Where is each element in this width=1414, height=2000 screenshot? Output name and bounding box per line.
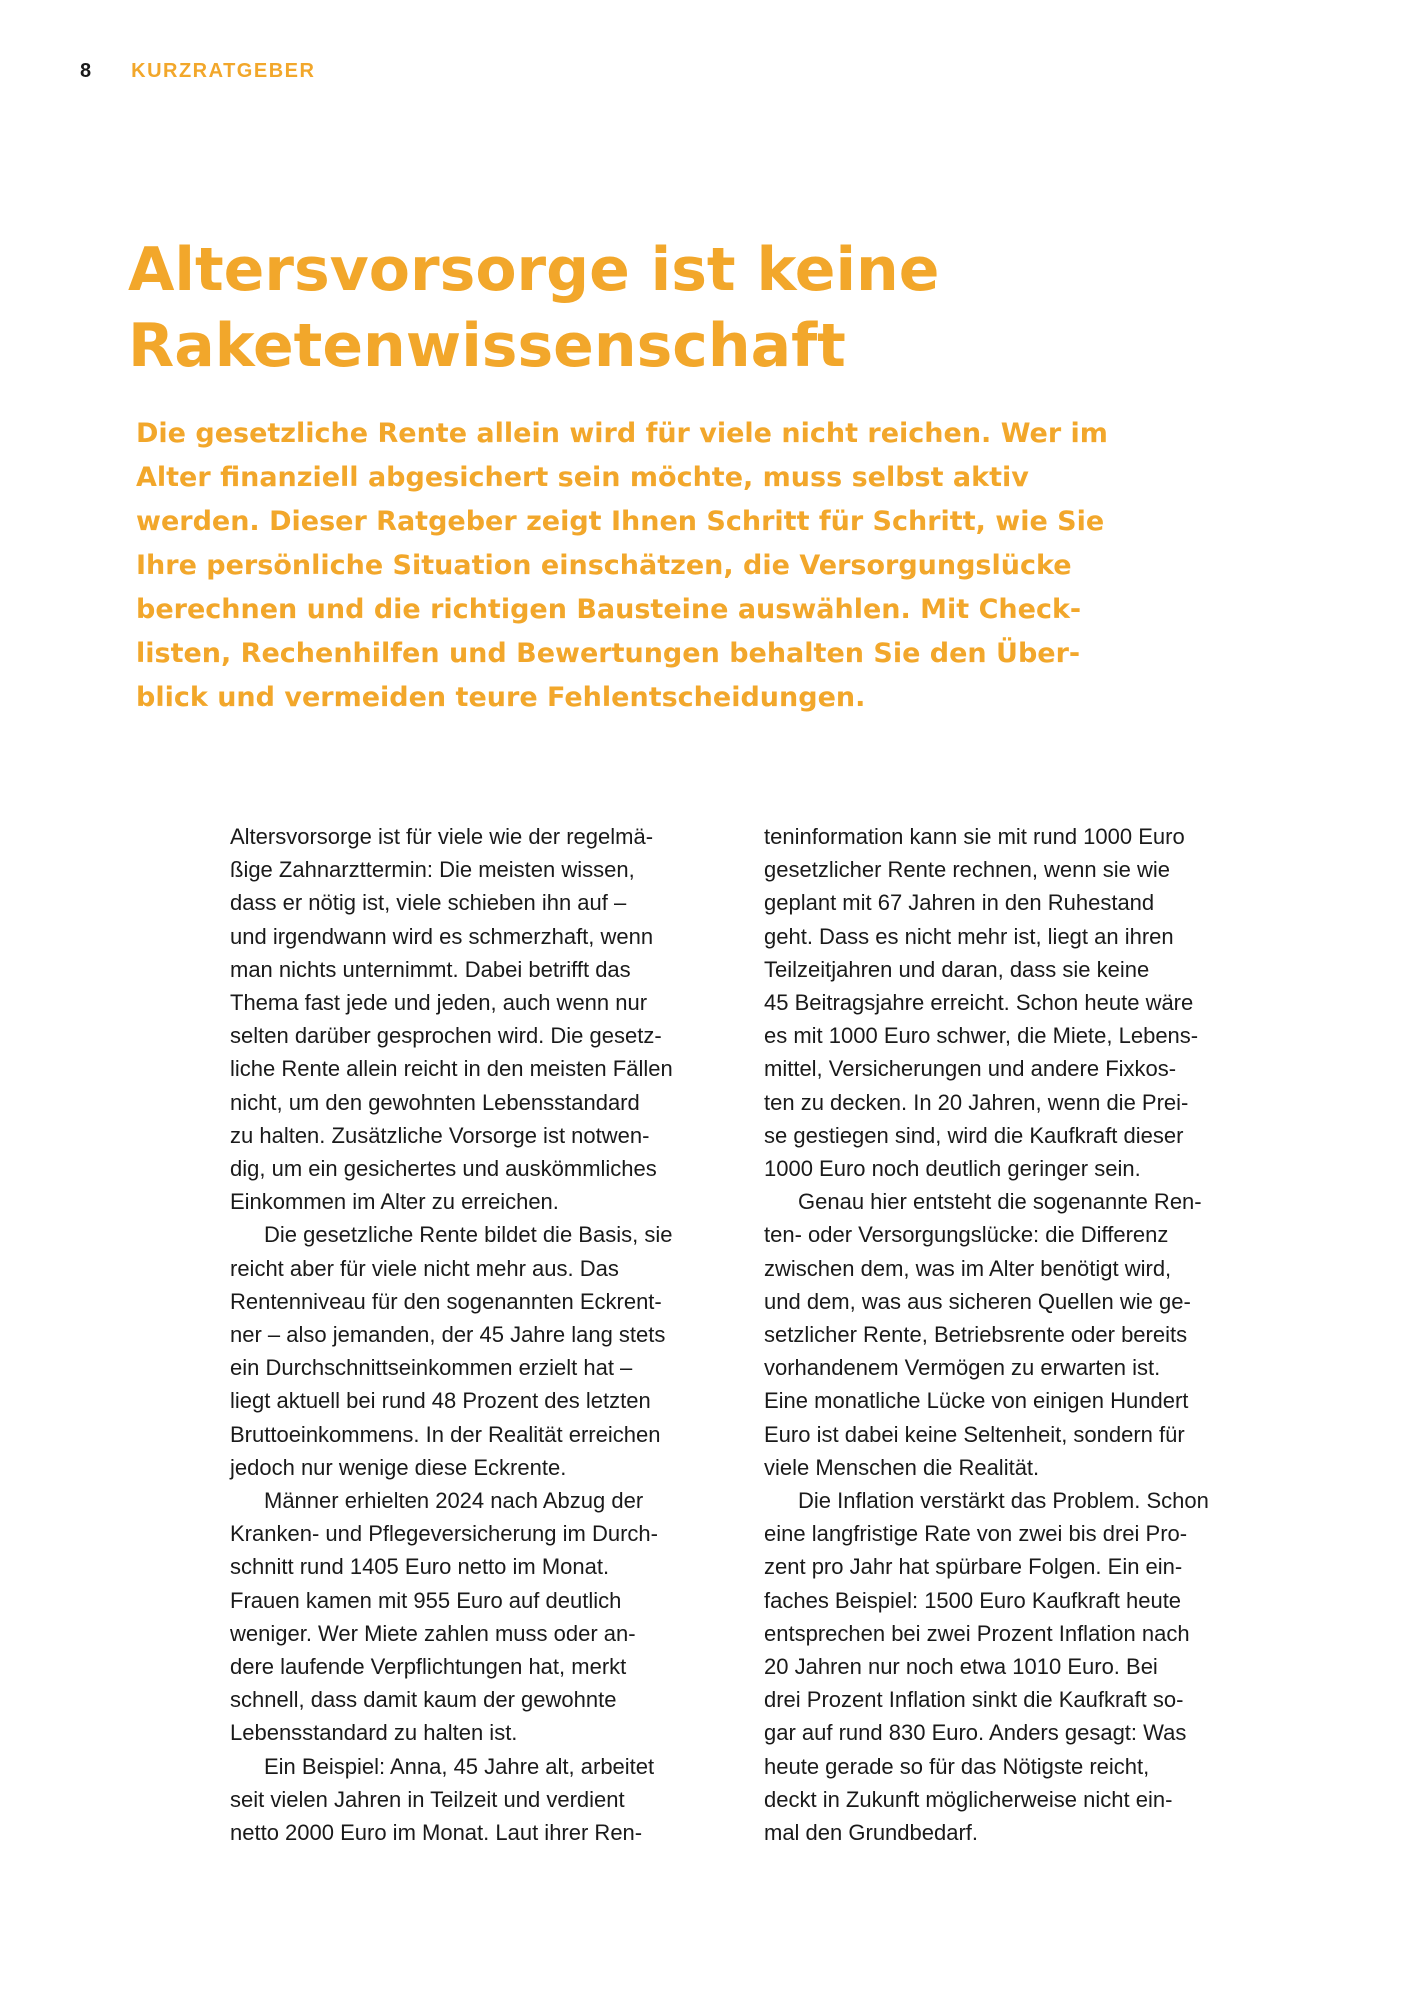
body-line: entsprechen bei zwei Prozent Inflation nach (764, 1620, 1190, 1646)
lead-line: Ihre persönliche Situation einschätzen, die Versorgungslücke (136, 550, 1072, 581)
body-line: geplant mit 67 Jahren in den Ruhestand (764, 890, 1155, 916)
body-line: ein Durchschnittseinkommen erzielt hat – (230, 1355, 633, 1381)
body-line: faches Beispiel: 1500 Euro Kaufkraft heute (764, 1587, 1182, 1613)
body-line: ner – also jemanden, der 45 Jahre lang stets (230, 1322, 666, 1348)
body-line: netto 2000 Euro im Monat. Laut ihrer Ren- (230, 1820, 643, 1846)
page-title (128, 232, 1228, 384)
body-line: drei Prozent Inflation sinkt die Kaufkraft so- (764, 1687, 1184, 1713)
title-line: Raketenwissenschaft (128, 311, 846, 381)
body-line: Lebensstandard zu halten ist. (230, 1720, 518, 1746)
body-line: man nichts unternimmt. Dabei betrifft das (230, 956, 631, 982)
body-line: Genau hier entsteht die sogenannte Ren- (798, 1189, 1202, 1215)
body-line: 20 Jahren nur noch etwa 1010 Euro. Bei (764, 1654, 1158, 1680)
body-line: zent pro Jahr hat spürbare Folgen. Ein ein- (764, 1554, 1183, 1580)
body-line: Die Inflation verstärkt das Problem. Schon (798, 1488, 1209, 1514)
body-line: nicht, um den gewohnten Lebensstandard (230, 1089, 640, 1115)
body-line: zu halten. Zusätzliche Vorsorge ist notwen- (230, 1122, 650, 1148)
body-text (230, 820, 1270, 1849)
body-line: dere laufende Verpflichtungen hat, merkt (230, 1654, 627, 1680)
body-line: Frauen kamen mit 955 Euro auf deutlich (230, 1587, 622, 1613)
body-line: zwischen dem, was im Alter benötigt wird, (764, 1255, 1172, 1281)
body-line: es mit 1000 Euro schwer, die Miete, Lebens- (764, 1023, 1199, 1049)
body-line: weniger. Wer Miete zahlen muss oder an- (230, 1620, 636, 1646)
body-line: mal den Grundbedarf. (764, 1820, 979, 1846)
body-line: eine langfristige Rate von zwei bis drei Pro- (764, 1521, 1188, 1547)
lead-line: berechnen und die richtigen Bausteine auswählen. Mit Check- (136, 594, 1082, 625)
body-line: Einkommen im Alter zu erreichen. (230, 1189, 559, 1215)
body-line: viele Menschen die Realität. (764, 1454, 1040, 1480)
lead-line: blick und vermeiden teure Fehlentscheidungen. (136, 682, 866, 713)
lead-line: listen, Rechenhilfen und Bewertungen behalten Sie den Über- (136, 638, 1081, 669)
body-line: liche Rente allein reicht in den meisten Fällen (230, 1056, 673, 1082)
body-line: liegt aktuell bei rund 48 Prozent des letzten (230, 1388, 651, 1414)
body-line: dass er nötig ist, viele schieben ihn auf – (230, 890, 627, 916)
body-line: gar auf rund 830 Euro. Anders gesagt: Was (764, 1720, 1187, 1746)
body-line: dig, um ein gesichertes und auskömmliches (230, 1156, 657, 1182)
body-line: Teilzeitjahren und daran, dass sie keine (764, 956, 1150, 982)
lead-line: Alter finanziell abgesichert sein möchte, muss selbst aktiv (136, 462, 1029, 493)
body-line: seit vielen Jahren in Teilzeit und verdient (230, 1786, 625, 1812)
lead-paragraph (136, 412, 1108, 720)
body-line: Thema fast jede und jeden, auch wenn nur (230, 990, 648, 1016)
body-line: ßige Zahnarzttermin: Die meisten wissen, (230, 857, 635, 883)
body-line: mittel, Versicherungen und andere Fixkos- (764, 1056, 1177, 1082)
body-column-left (230, 820, 736, 1849)
title-line: Altersvorsorge ist keine (128, 235, 940, 305)
body-line: geht. Dass es nicht mehr ist, liegt an ihren (764, 923, 1174, 949)
body-line: vorhandenem Vermögen zu erwarten ist. (764, 1355, 1161, 1381)
body-line: heute gerade so für das Nötigste reicht, (764, 1753, 1150, 1779)
body-line: 1000 Euro noch deutlich geringer sein. (764, 1156, 1141, 1182)
body-line: ten zu decken. In 20 Jahren, wenn die Prei- (764, 1089, 1189, 1115)
body-line: ten- oder Versorgungslücke: die Differenz (764, 1222, 1169, 1248)
lead-line: werden. Dieser Ratgeber zeigt Ihnen Schritt für Schritt, wie Sie (136, 506, 1105, 537)
body-line: Die gesetzliche Rente bildet die Basis, sie (264, 1222, 673, 1248)
body-line: schnitt rund 1405 Euro netto im Monat. (230, 1554, 610, 1580)
body-line: schnell, dass damit kaum der gewohnte (230, 1687, 617, 1713)
body-line: Altersvorsorge ist für viele wie der regelmä- (230, 824, 654, 849)
body-line: setzlicher Rente, Betriebsrente oder bereits (764, 1322, 1188, 1348)
page-number: 8 (80, 60, 92, 82)
body-column-right (764, 820, 1270, 1849)
body-line: und dem, was aus sicheren Quellen wie ge- (764, 1288, 1191, 1314)
body-line: Ein Beispiel: Anna, 45 Jahre alt, arbeitet (264, 1753, 655, 1779)
body-line: gesetzlicher Rente rechnen, wenn sie wie (764, 857, 1171, 883)
lead-line: Die gesetzliche Rente allein wird für viele nicht reichen. Wer im (136, 418, 1108, 449)
body-line: Männer erhielten 2024 nach Abzug der (264, 1488, 644, 1514)
body-line: se gestiegen sind, wird die Kaufkraft dieser (764, 1122, 1184, 1148)
body-line: 45 Beitragsjahre erreicht. Schon heute wäre (764, 990, 1194, 1016)
body-line: und irgendwann wird es schmerzhaft, wenn (230, 923, 654, 949)
body-line: deckt in Zukunft möglicherweise nicht ein- (764, 1786, 1173, 1812)
section-label: KURZRATGEBER (131, 60, 316, 82)
body-line: Bruttoeinkommens. In der Realität erreichen (230, 1421, 661, 1447)
body-line: reicht aber für viele nicht mehr aus. Das (230, 1255, 619, 1281)
body-line: Kranken- und Pflegeversicherung im Durch- (230, 1521, 658, 1547)
body-line: Euro ist dabei keine Seltenheit, sondern für (764, 1421, 1185, 1447)
body-line: Rentenniveau für den sogenannten Eckrent- (230, 1288, 662, 1314)
body-line: Eine monatliche Lücke von einigen Hundert (764, 1388, 1189, 1414)
body-line: jedoch nur wenige diese Eckrente. (230, 1454, 567, 1480)
running-header (80, 60, 315, 83)
body-line: teninformation kann sie mit rund 1000 Euro (764, 824, 1185, 849)
body-line: selten darüber gesprochen wird. Die gesetz- (230, 1023, 662, 1049)
